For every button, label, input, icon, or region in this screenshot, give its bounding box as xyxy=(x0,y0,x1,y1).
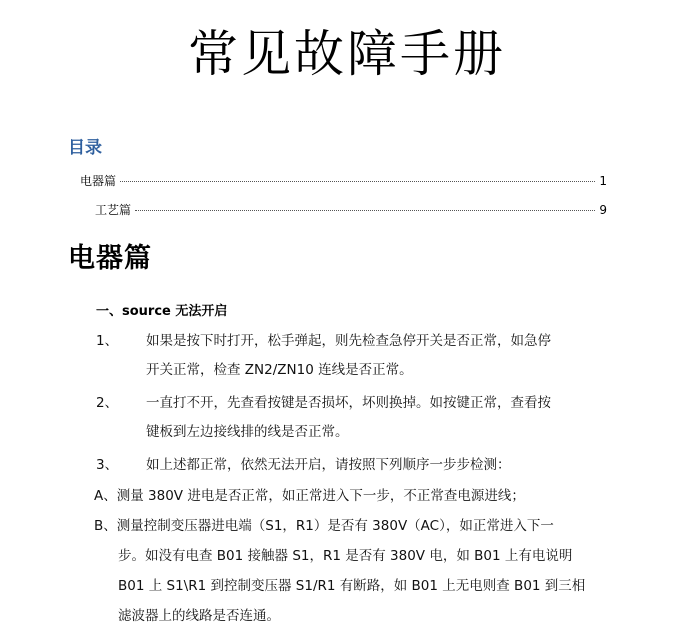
toc-entry-electrical[interactable] xyxy=(80,172,607,190)
item-line: 如上述都正常，依然无法开启，请按照下列顺序一步步检测： xyxy=(146,457,511,473)
item-number: 3、 xyxy=(96,457,119,473)
sub-heading: 一、source 无法开启 xyxy=(96,304,228,319)
document-title: 常见故障手册 xyxy=(188,25,506,83)
toc-heading: 目录 xyxy=(68,138,102,158)
toc-entry-label: 电器篇 xyxy=(80,174,117,188)
toc-entry-label: 工艺篇 xyxy=(95,203,132,217)
step-b-line: B01 上 S1\R1 到控制变压器 S1/R1 有断路，如 B01 上无电则查 B01 到三相 xyxy=(118,578,586,594)
toc-entry-process[interactable] xyxy=(95,201,607,219)
item-number: 1、 xyxy=(96,333,119,349)
step-b-line: B、测量控制变压器进电端（S1，R1）是否有 380V（AC），如正常进入下一 xyxy=(94,518,554,534)
item-number: 2、 xyxy=(96,395,119,411)
section-heading: 电器篇 xyxy=(68,243,152,274)
step-a-line: A、测量 380V 进电是否正常，如正常进入下一步，不正常查电源进线； xyxy=(94,488,525,504)
item-line: 如果是按下时打开，松手弹起，则先检查急停开关是否正常，如急停 xyxy=(146,333,551,349)
toc-dot-leader xyxy=(120,181,595,182)
item-line: 键板到左边接线排的线是否正常。 xyxy=(146,424,349,440)
toc-entry-page: 1 xyxy=(599,174,607,188)
step-b-line: 步。如没有电查 B01 接触器 S1，R1 是否有 380V 电，如 B01 上有电说明 xyxy=(118,548,573,564)
toc-dot-leader xyxy=(135,210,595,211)
item-line: 一直打不开，先查看按键是否损坏，坏则换掉。如按键正常，查看按 xyxy=(146,395,551,411)
toc-entry-page: 9 xyxy=(599,203,607,217)
step-b-line: 滤波器上的线路是否连通。 xyxy=(118,608,280,624)
item-line: 开关正常，检查 ZN2/ZN10 连线是否正常。 xyxy=(146,362,413,378)
